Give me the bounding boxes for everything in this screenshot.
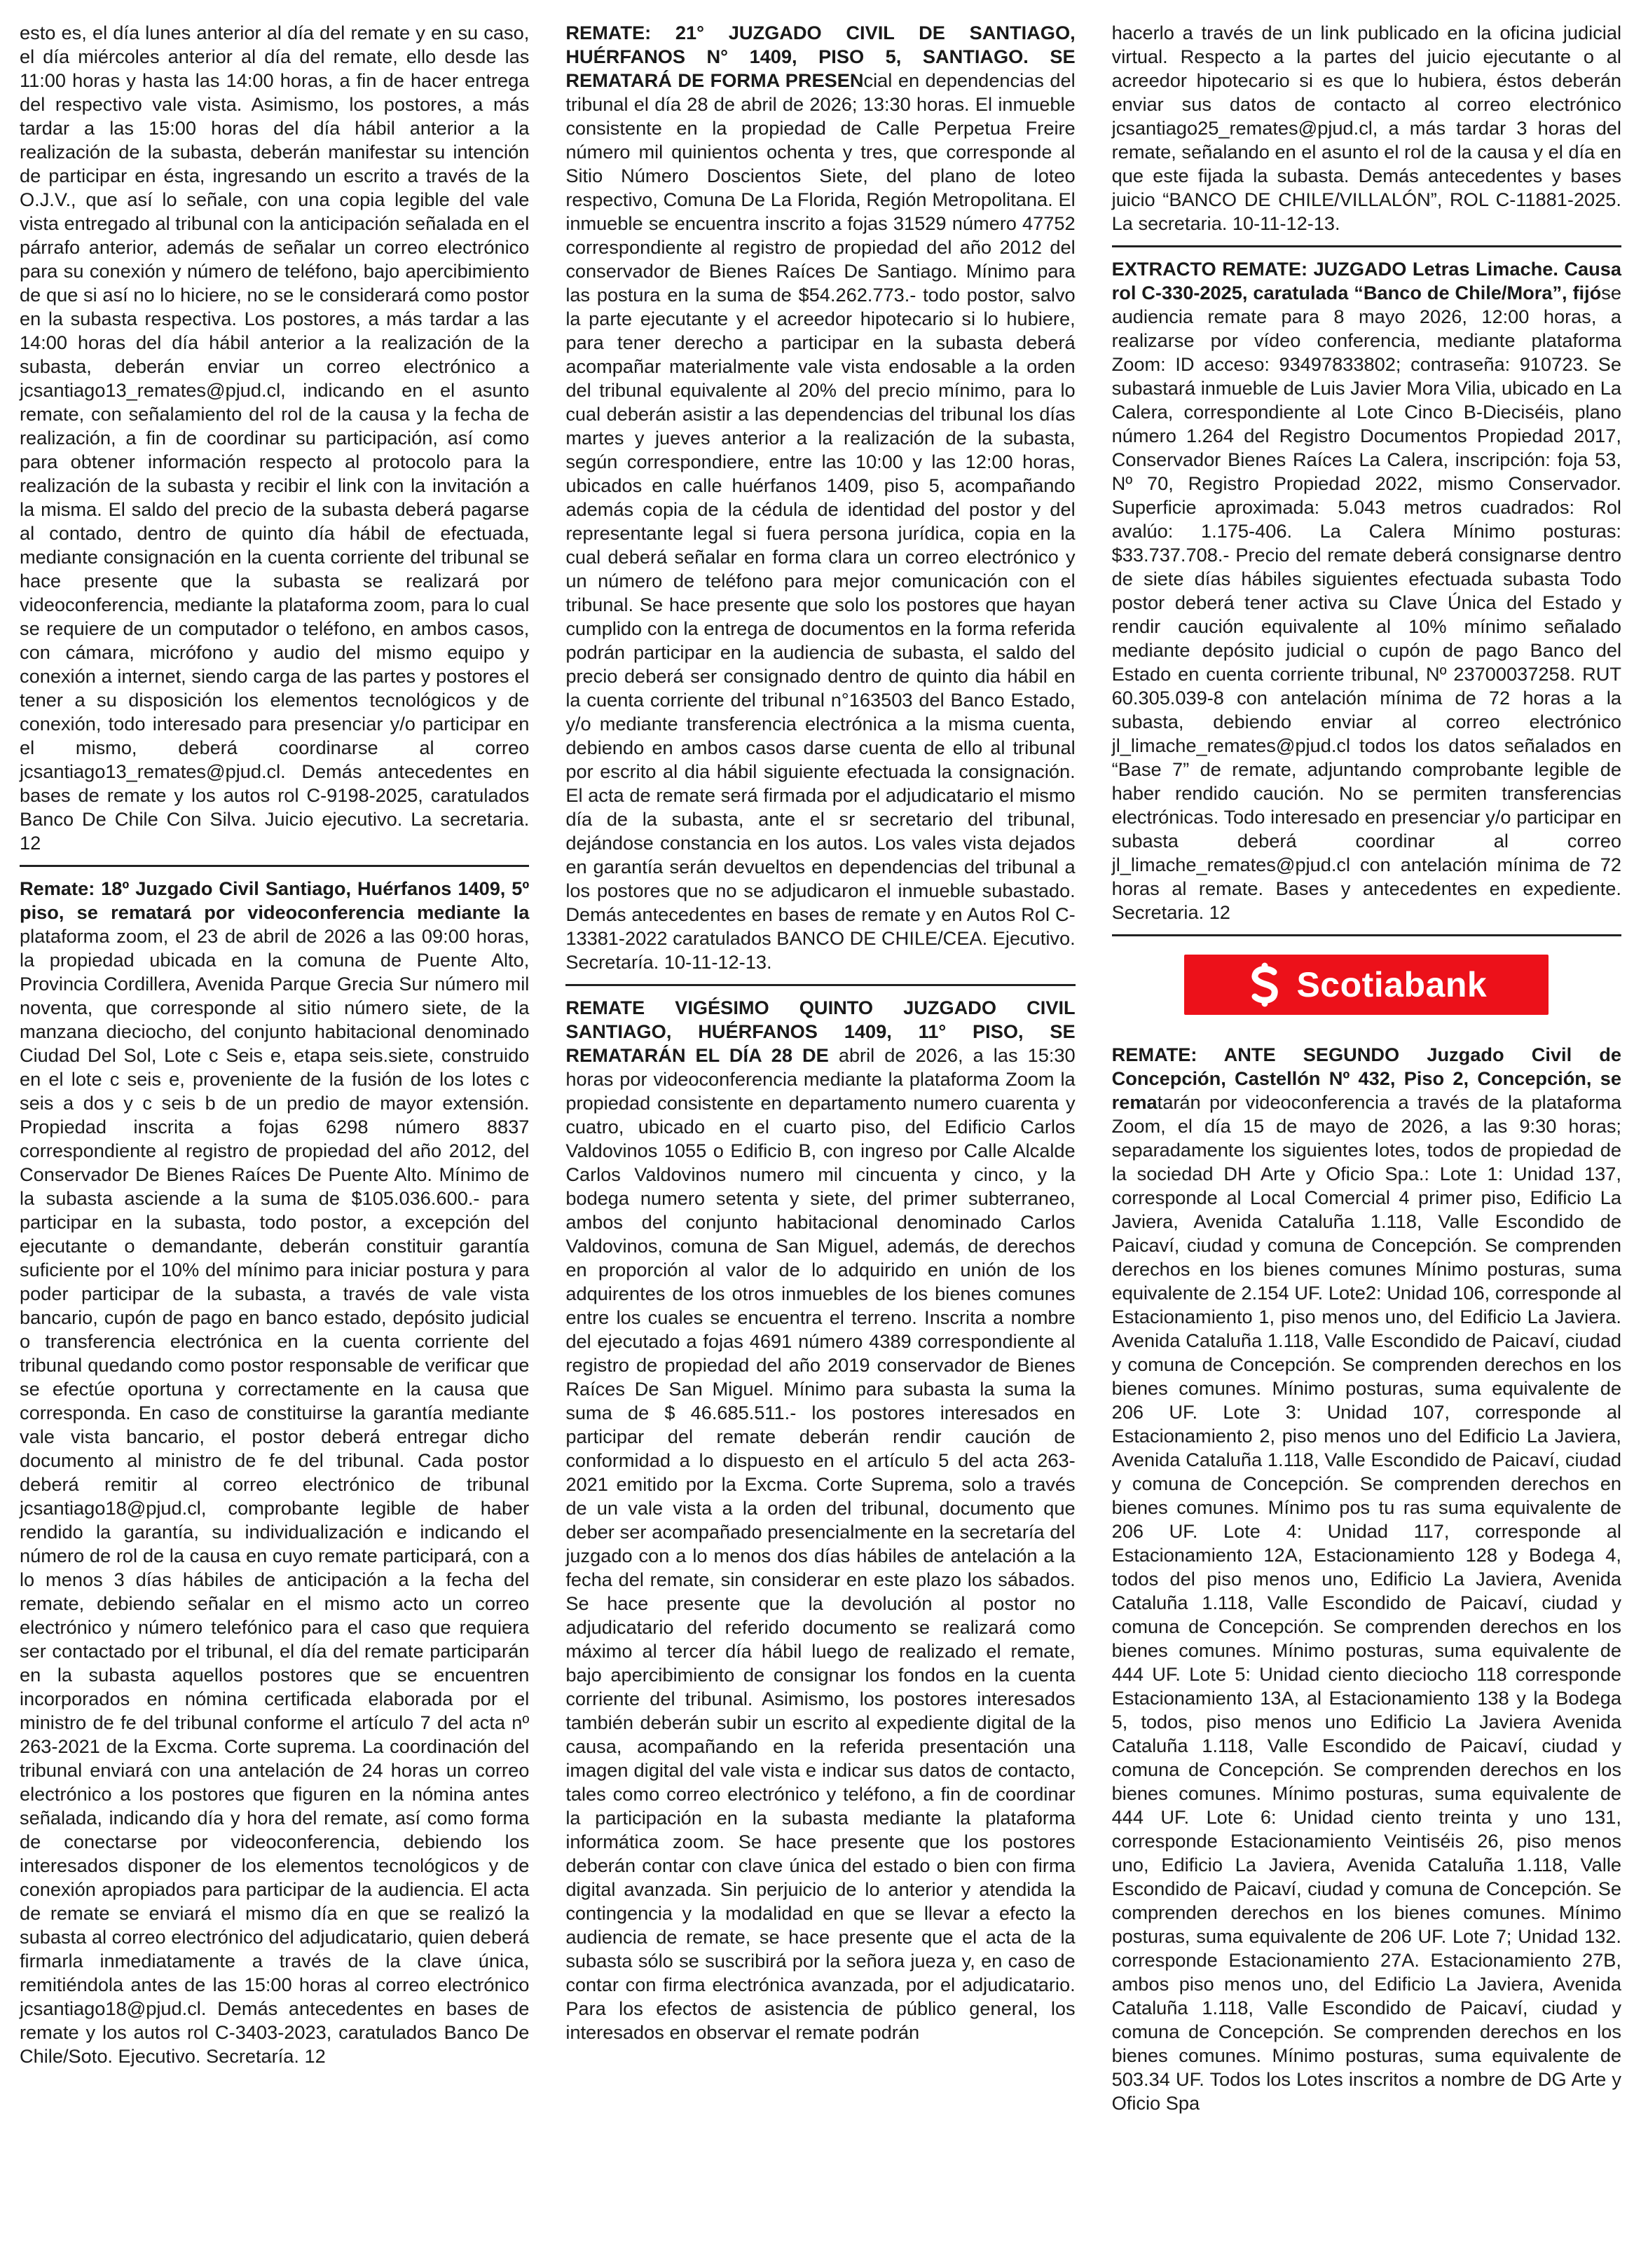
sponsor-logo-area [1112, 955, 1621, 1015]
column-1 [20, 21, 529, 2268]
scotiabank-logo [1184, 955, 1549, 1015]
notice-heading: Remate: 18º Juzgado Civil Santiago, Huérfanos 1409, 5º piso, se rematará por videoconferencia mediante la [20, 877, 530, 923]
notice-21-juzgado [565, 21, 1075, 974]
notice-concepcion [1112, 1043, 1621, 2115]
notice-continuation [1112, 21, 1621, 235]
notice-body: plataforma zoom, el 23 de abril de 2026 a las 09:00 horas, la propiedad ubicada en la comuna de Puente Alto, Provincia Cordillera, Avenida Parque Grecia Sur número mil noventa, que corresponde al sitio número siete, de la manzana dieciocho, del conjunto habitacional denominado Ciudad Del Sol, Lote c Seis e, etapa seis.siete, construido en el lote c seis e, proveniente de la fusión de los lotes c seis a dos y c seis b de un predio de mayor extensión. Propiedad inscrita a fojas 6298 número 8837 correspondiente al registro de propiedad del año 2012, del Conservador De Bienes Raíces De Puente Alto. Mínimo de la subasta asciende a la suma de $105.036.600.- para participar en la subasta, todo postor, a excepción del ejecutante o demandante, deberán constituir garantía suficiente por el 10% del mínimo para iniciar postura y para poder participar de la subasta, a través de vale vista bancario, cupón de pago en banco estado, depósito judicial o transferencia electrónica en la cuenta corriente del tribunal quedando como postor responsable de verificar que se efectúe oportuna y correctamente en la causa que corresponda. En caso de constituirse la garantía mediante vale vista bancario, el postor deberá entregar dicho documento al ministro de fe del tribunal. Cada postor deberá remitir al correo electrónico de tribunal jcsantiago18@pjud.cl, comprobante legible de haber rendido la garantía, su individualización e indicando el número de rol de la causa en cuyo remate participará, con a lo menos 3 días hábiles de anticipación a la fecha del remate, debiendo señalar en el mismo acto un correo electrónico y número telefónico para el caso que requiera ser contactado por el tribunal, el día del remate participarán en la subasta aquellos postores que se encuentren incorporados en nómina certificada elaborada por el ministro de fe del tribunal conforme el artículo 7 del acta nº 263-2021 de la Excma. Corte suprema. La coordinación del tribunal enviará con una antelación de 24 horas un correo electrónico a los postores que figuren en la nómina antes señalada, indicando día y hora del remate, así como forma de conectarse por videoconferencia, debiendo los interesados disponer de los elementos tecnológicos y de conexión apropiados para participar de la audiencia. El acta de remate se enviará el mismo día en que se realizó la subasta al correo electrónico del adjudicatario, quien deberá firmarla inmediatamente a través de la clave única, remitiéndola antes de las 15:00 horas al correo electrónico jcsantiago18@pjud.cl. Demás antecedentes en bases de remate y los autos rol C-3403-2023, caratulados Banco De Chile/Soto. Ejecutivo. Secretaría. 12 [20, 925, 530, 2067]
notice-heading: REMATE: ANTE SEGUNDO Juzgado Civil de Concepción, Castellón Nº 432, Piso 2, Concepción, se rema [1111, 1044, 1621, 1113]
notice-continuation [20, 21, 529, 855]
logo-text: Scotiabank [1296, 965, 1488, 1004]
divider [1112, 245, 1621, 247]
notice-body: se audiencia remate para 8 mayo 2026, 12:00 horas, a realizarse por vídeo conferencia, mediante plataforma Zoom: ID acceso: 93497833802; contraseña: 910723. Se subastará inmueble de Luis Javier Mora Vilia, ubicado en La Calera, correspondiente al Lote Cinco B-Dieciséis, plano número 1.264 del Registro Documentos Propiedad 2017, Conservador Bienes Raíces La Calera, inscripción: foja 53, Nº 70, Registro Propiedad 2022, mismo Conservador. Superficie aproximada: 5.043 metros cuadrados: Rol avalúo: 1.175-406. La Calera Mínimo posturas: $33.737.708.- Precio del remate deberá consignarse dentro de siete días hábiles siguientes efectuada subasta Todo postor deberá tener activa su Clave Única del Estado y rendir caución equivalente al 10% mínimo señalado mediante depósito judicial o cupón de pago Banco del Estado en cuenta corriente tribunal, Nº 23700037258. RUT 60.305.039-8 con antelación mínima de 72 horas a la subasta, debiendo enviar al correo electrónico jl_limache_remates@pjud.cl todos los datos señalados en “Base 7” de remate, adjuntando comprobante legible de haber rendido caución. No se permiten transferencias electrónicas. Todo interesado en presenciar y/o participar en subasta deberá coordinar al correo jl_limache_remates@pjud.cl con antelación mínima de 72 horas al remate. Bases y antecedentes en expediente. Secretaria. 12 [1111, 282, 1621, 923]
column-2 [565, 21, 1075, 2268]
notice-heading: REMATE: 21° JUZGADO CIVIL DE SANTIAGO, HUÉRFANOS N° 1409, PISO 5, SANTIAGO. SE REMATARÁ DE FORMA PRESEN [565, 22, 1076, 91]
notice-limache [1112, 257, 1621, 924]
column-3 [1112, 21, 1621, 2268]
divider [565, 984, 1075, 986]
notice-heading: REMATE VIGÉSIMO QUINTO JUZGADO CIVIL SANTIAGO, HUÉRFANOS 1409, 11° PISO, SE REMATARÁN EL DÍA 28 DE [565, 997, 1076, 1066]
notice-body: abril de 2026, a las 15:30 horas por videoconferencia mediante la plataforma Zoom la propiedad consistente en departamento numero cuarenta y cuatro, ubicado en el cuarto piso, del Edificio Carlos Valdovinos 1055 o Edificio B, con ingreso por Calle Alcalde Carlos Valdovinos numero mil cincuenta y cinco, y la bodega numero setenta y siete, del primer subterraneo, ambos del conjunto habitacional denominado Carlos Valdovinos, comuna de San Miguel, además, de derechos en proporción al valor de lo adquirido en unión de los adquirentes de los otros inmuebles de los bienes comunes entre los cuales se encuentra el terreno. Inscrita a nombre del ejecutado a fojas 4691 número 4389 correspondiente al registro de propiedad del año 2019 conservador de Bienes Raíces De San Miguel. Mínimo para subasta la suma la suma de $ 46.685.511.- los postores interesados en participar del remate deberán rendir caución de conformidad a lo dispuesto en el artículo 5 del acta 263-2021 emitido por la Excma. Corte Suprema, solo a través de un vale vista a la orden del tribunal, documento que deber ser acompañado presencialmente en la secretaría del juzgado con a lo menos dos días hábiles de antelación a la fecha del remate, sin considerar en este plazo los sábados. Se hace presente que la devolución al postor no adjudicatario del referido documento se realizará como máximo al tercer día hábil luego de realizado el remate, bajo apercibimiento de consignar los fondos en la cuenta corriente del tribunal. Asimismo, los postores interesados también deberán subir un escrito al expediente digital de la causa, acompañando en la referida presentación una imagen digital del vale vista e indicar sus datos de contacto, tales como correo electrónico y teléfono, a fin de coordinar la participación en la subasta mediante la plataforma informática zoom. Se hace presente que los postores deberán contar con clave única del estado o bien con firma digital avanzada. Sin perjuicio de lo anterior y atendida la contingencia y la modalidad en que se llevar a efecto la audiencia de remate, se hace presente que el acta de la subasta sólo se suscribirá por la señora jueza y, en caso de contar con firma electrónica avanzada, por el adjudicatario. Para los efectos de asistencia de público general, los interesados en observar el remate podrán [565, 1044, 1076, 2043]
notice-25-juzgado [565, 996, 1075, 2044]
scotiabank-s-icon [1246, 962, 1284, 1007]
divider [20, 865, 529, 867]
divider [1112, 934, 1621, 936]
notice-18-juzgado [20, 877, 529, 2068]
notice-body: tarán por videoconferencia a través de la plataforma Zoom, el día 15 de mayo de 2026, a las 9:30 horas; separadamente los siguientes lotes, todos de propiedad de la sociedad DH Arte y Oficio Spa.: Lote 1: Unidad 137, corresponde al Local Comercial 4 primer piso, Edificio La Javiera, Avenida Cataluña 1.118, Valle Escondido de Paicaví, ciudad y comuna de Concepción. Se comprenden derechos en los bienes comunes Mínimo posturas, suma equivalente de 2.154 UF. Lote2: Unidad 106, corresponde al Estacionamiento 1, piso menos uno, del Edificio La Javiera. Avenida Cataluña 1.118, Valle Escondido de Paicaví, ciudad y comuna de Concepción. Se comprenden derechos en los bienes comunes. Mínimo posturas, suma equivalente de 206 UF. Lote 3: Unidad 107, corresponde al Estacionamiento 2, piso menos uno del Edificio La Javiera, Avenida Cataluña 1.118, Valle Escondido de Paicaví, ciudad y comuna de Concepción. Se comprenden derechos en bienes comunes. Mínimo pos tu ras suma equivalente de 206 UF. Lote 4: Unidad 117, corresponde al Estacionamiento 12A, Estacionamiento 128 y Bodega 4, todos del piso menos uno, Edificio La Javiera, Avenida Cataluña 1.118, Valle Escondido de Paicaví, ciudad y comuna de Concepción. Se comprenden derechos en los bienes comunes. Mínimo posturas, suma equivalente de 444 UF. Lote 5: Unidad ciento dieciocho 118 corresponde Estacionamiento 13A, al Estacionamiento 138 y la Bodega 5, todos, piso menos uno Edificio La Javiera Avenida Cataluña 1.118, Valle Escondido de Paicaví, ciudad y comuna de Concepción. Se comprenden derechos en los bienes comunes. Mínimo posturas, suma equivalente de 444 UF. Lote 6: Unidad ciento treinta y uno 131, corresponde Estacionamiento Veintiséis 26, piso menos uno, Edificio La Javiera, Avenida Cataluña 1.118, Valle Escondido de Paicaví, ciudad y comuna de Concepción. Se comprenden derechos en los bienes comunes. Mínimo posturas, suma equivalente de 206 UF. Lote 7; Unidad 132. corresponde Estacionamiento 27A. Estacionamiento 27B, ambos piso menos uno, del Edificio La Javiera, Avenida Cataluña 1.118, Valle Escondido de Paicaví, ciudad y comuna de Concepción. Se comprenden derechos en los bienes comunes. Mínimo posturas, suma equivalente de 503.34 UF. Todos los Lotes inscritos a nombre de DG Arte y Oficio Spa [1111, 1091, 1621, 2114]
notice-body: cial en dependencias del tribunal el día 28 de abril de 2026; 13:30 horas. El inmueble consistente en la propiedad de Calle Perpetua Freire número mil quinientos ochenta y tres, que corresponde al Sitio Número Doscientos Siete, del plano de loteo respectivo, Comuna De La Florida, Región Metropolitana. El inmueble se encuentra inscrito a fojas 31529 número 47752 correspondiente al registro de propiedad del año 2012 del conservador de Bienes Raíces De Santiago. Mínimo para las postura en la suma de $54.262.773.- todo postor, salvo la parte ejecutante y el acreedor hipotecario si lo hubiere, para tener derecho a participar en la subasta deberá acompañar materialmente vale vista endosable a la orden del tribunal equivalente al 20% del precio mínimo, para lo cual deberán asistir a las dependencias del tribunal los días martes y jueves anterior a la realización de la subasta, según correspondiere, entre las 10:00 y las 12:00 horas, ubicados en calle huérfanos 1409, piso 5, acompañando además copia de la cédula de identidad del postor y del representante legal si fuera persona jurídica, copia en la cual deberá señalar en forma clara un correo electrónico y un número de teléfono para mejor comunicación con el tribunal. Se hace presente que solo los postores que hayan cumplido con la entrega de documentos en la forma referida podrán participar en la audiencia de subasta, el saldo del precio deberá ser consignado dentro de quinto dia hábil en la cuenta corriente del tribunal n°163503 del Banco Estado, y/o mediante transferencia electrónica a la misma cuenta, debiendo en ambos casos darse cuenta de ello al tribunal por escrito al dia hábil siguiente efectuada la consignación. El acta de remate será firmada por el adjudicatario el mismo día de la subasta, ante el sr secretario del tribunal, dejándose constancia en los autos. Los vales vista dejados en garantía serán devueltos en dependencias del tribunal a los postores que no se adjudicaron el inmueble subastado. Demás antecedentes en bases de remate y en Autos Rol C-13381-2022 caratulados BANCO DE CHILE/CEA. Ejecutivo. Secretaría. 10-11-12-13. [565, 69, 1076, 973]
notice-body: hacerlo a través de un link publicado en la oficina judicial virtual. Respecto a la partes del juicio ejecutante o al acreedor hipotecario si es que lo hubiera, éstos deberán enviar sus datos de contacto al correo electrónico jcsantiago25_remates@pjud.cl, a más tardar 3 horas del remate, señalando en el asunto el rol de la causa y el día en que este fijada la subasta. Demás antecedentes y bases juicio “BANCO DE CHILE/VILLALÓN”, ROL C-11881-2025. La secretaria. 10-11-12-13. [1111, 22, 1621, 234]
notice-body: esto es, el día lunes anterior al día del remate y en su caso, el día miércoles anterior al día del remate, ello desde las 11:00 horas y hasta las 14:00 horas, a fin de hacer entrega del respectivo vale vista. Asimismo, los postores, a más tardar a las 15:00 horas del día hábil anterior a la realización de la subasta, deberán manifestar su intención de participar en ésta, ingresando un escrito a través de la O.J.V., que así lo señale, con una copia legible del vale vista entregado al tribunal con la anticipación señalada en el párrafo anterior, además de señalar un correo electrónico para su conexión y número de teléfono, bajo apercibimiento de que si así no lo hiciere, no se le considerará como postor en la subasta respectiva. Los postores, a más tardar a las 14:00 horas del día hábil anterior a la realización de la subasta, deberán enviar un correo electrónico a jcsantiago13_remates@pjud.cl, indicando en el asunto remate, con señalamiento del rol de la causa y la fecha de realización, a fin de coordinar su participación, así como para obtener información respecto al protocolo para la realización de la subasta y recibir el link con la invitación a la misma. El saldo del precio de la subasta deberá pagarse al contado, dentro de quinto día hábil de efectuada, mediante consignación en la cuenta corriente del tribunal se hace presente que la subasta se realizará por videoconferencia, mediante la plataforma zoom, para lo cual se requiere de un computador o teléfono, en ambos casos, con cámara, micrófono y audio del mismo equipo y conexión a internet, siendo carga de las partes y postores el tener a su disposición los elementos tecnológicos y de conexión, todo interesado para presenciar y/o participar en el mismo, deberá coordinarse al correo jcsantiago13_remates@pjud.cl. Demás antecedentes en bases de remate y los autos rol C-9198-2025, caratulados Banco De Chile Con Silva. Juicio ejecutivo. La secretaria. 12 [20, 22, 530, 854]
notice-heading: EXTRACTO REMATE: JUZGADO Letras Limache. Causa rol C-330-2025, caratulada “Banco de Chile/Mora”, fijó [1111, 258, 1621, 303]
